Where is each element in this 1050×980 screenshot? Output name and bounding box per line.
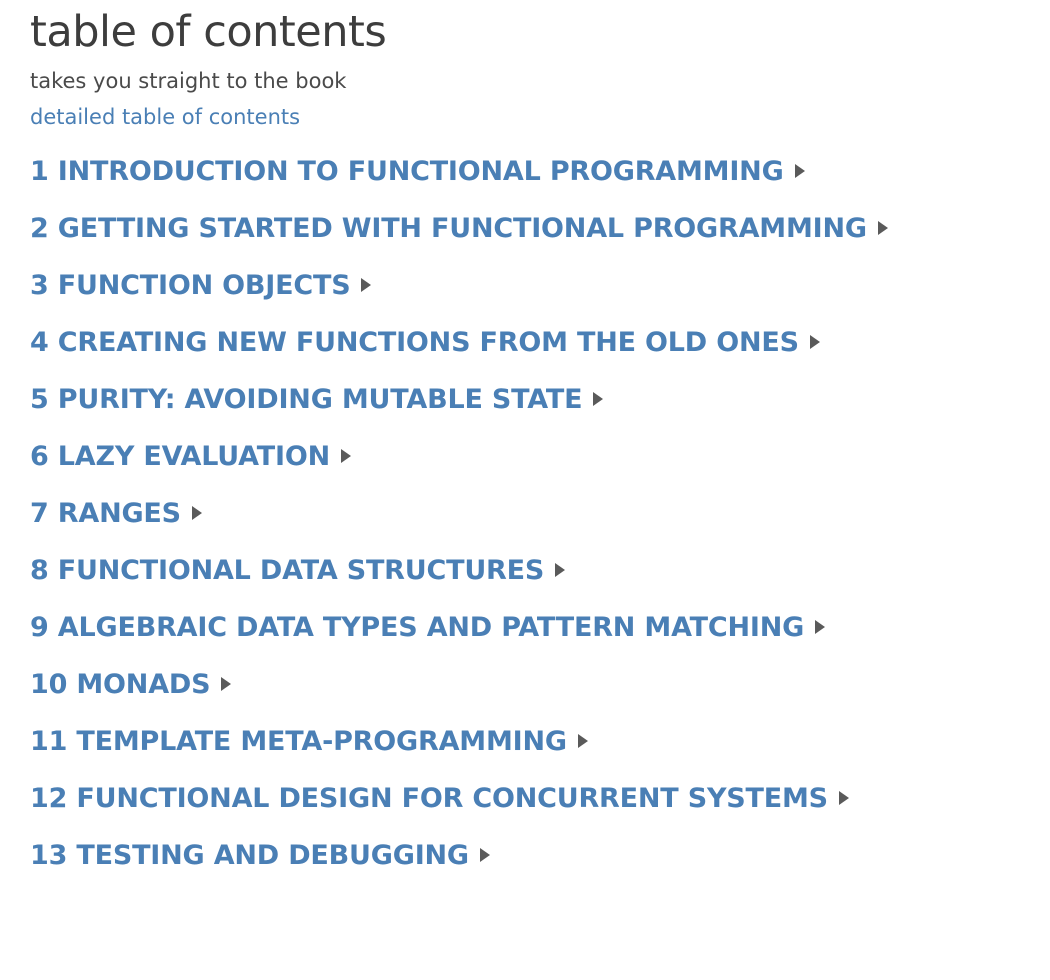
list-item[interactable] — [30, 726, 1020, 757]
list-item[interactable] — [30, 327, 1020, 358]
chapter-label: 11 TEMPLATE META-PROGRAMMING — [30, 725, 567, 757]
expand-arrow-icon[interactable] — [593, 392, 603, 406]
chapter-label: 6 LAZY EVALUATION — [30, 440, 330, 472]
chapter-label: 13 TESTING AND DEBUGGING — [30, 839, 469, 871]
list-item[interactable] — [30, 498, 1020, 529]
chapter-label: 1 INTRODUCTION TO FUNCTIONAL PROGRAMMING — [30, 155, 784, 187]
expand-arrow-icon[interactable] — [361, 278, 371, 292]
list-item[interactable] — [30, 612, 1020, 643]
expand-arrow-icon[interactable] — [578, 734, 588, 748]
expand-arrow-icon[interactable] — [839, 791, 849, 805]
expand-arrow-icon[interactable] — [221, 677, 231, 691]
list-item[interactable] — [30, 441, 1020, 472]
expand-arrow-icon[interactable] — [480, 848, 490, 862]
chapter-list — [30, 156, 1020, 871]
expand-arrow-icon[interactable] — [795, 164, 805, 178]
expand-arrow-icon[interactable] — [810, 335, 820, 349]
chapter-label: 8 FUNCTIONAL DATA STRUCTURES — [30, 554, 545, 586]
list-item[interactable] — [30, 156, 1020, 187]
list-item[interactable] — [30, 270, 1020, 301]
chapter-label: 3 FUNCTION OBJECTS — [30, 269, 351, 301]
chapter-label: 5 PURITY: AVOIDING MUTABLE STATE — [30, 383, 583, 415]
detailed-toc-link[interactable]: detailed table of contents — [30, 104, 301, 129]
chapter-label: 7 RANGES — [30, 497, 181, 529]
list-item[interactable] — [30, 555, 1020, 586]
list-item[interactable] — [30, 384, 1020, 415]
expand-arrow-icon[interactable] — [192, 506, 202, 520]
list-item[interactable] — [30, 783, 1020, 814]
expand-arrow-icon[interactable] — [341, 449, 351, 463]
list-item[interactable] — [30, 669, 1020, 700]
chapter-label: 9 ALGEBRAIC DATA TYPES AND PATTERN MATCHING — [30, 611, 805, 643]
list-item[interactable] — [30, 840, 1020, 871]
list-item[interactable] — [30, 213, 1020, 244]
page-title: table of contents — [30, 7, 387, 57]
chapter-label: 10 MONADS — [30, 668, 211, 700]
expand-arrow-icon[interactable] — [878, 221, 888, 235]
chapter-label: 4 CREATING NEW FUNCTIONS FROM THE OLD ONES — [30, 326, 799, 358]
page-subtitle: takes you straight to the book — [30, 69, 347, 94]
chapter-label: 2 GETTING STARTED WITH FUNCTIONAL PROGRAMMING — [30, 212, 867, 244]
expand-arrow-icon[interactable] — [555, 563, 565, 577]
expand-arrow-icon[interactable] — [815, 620, 825, 634]
chapter-label: 12 FUNCTIONAL DESIGN FOR CONCURRENT SYSTEMS — [30, 782, 828, 814]
